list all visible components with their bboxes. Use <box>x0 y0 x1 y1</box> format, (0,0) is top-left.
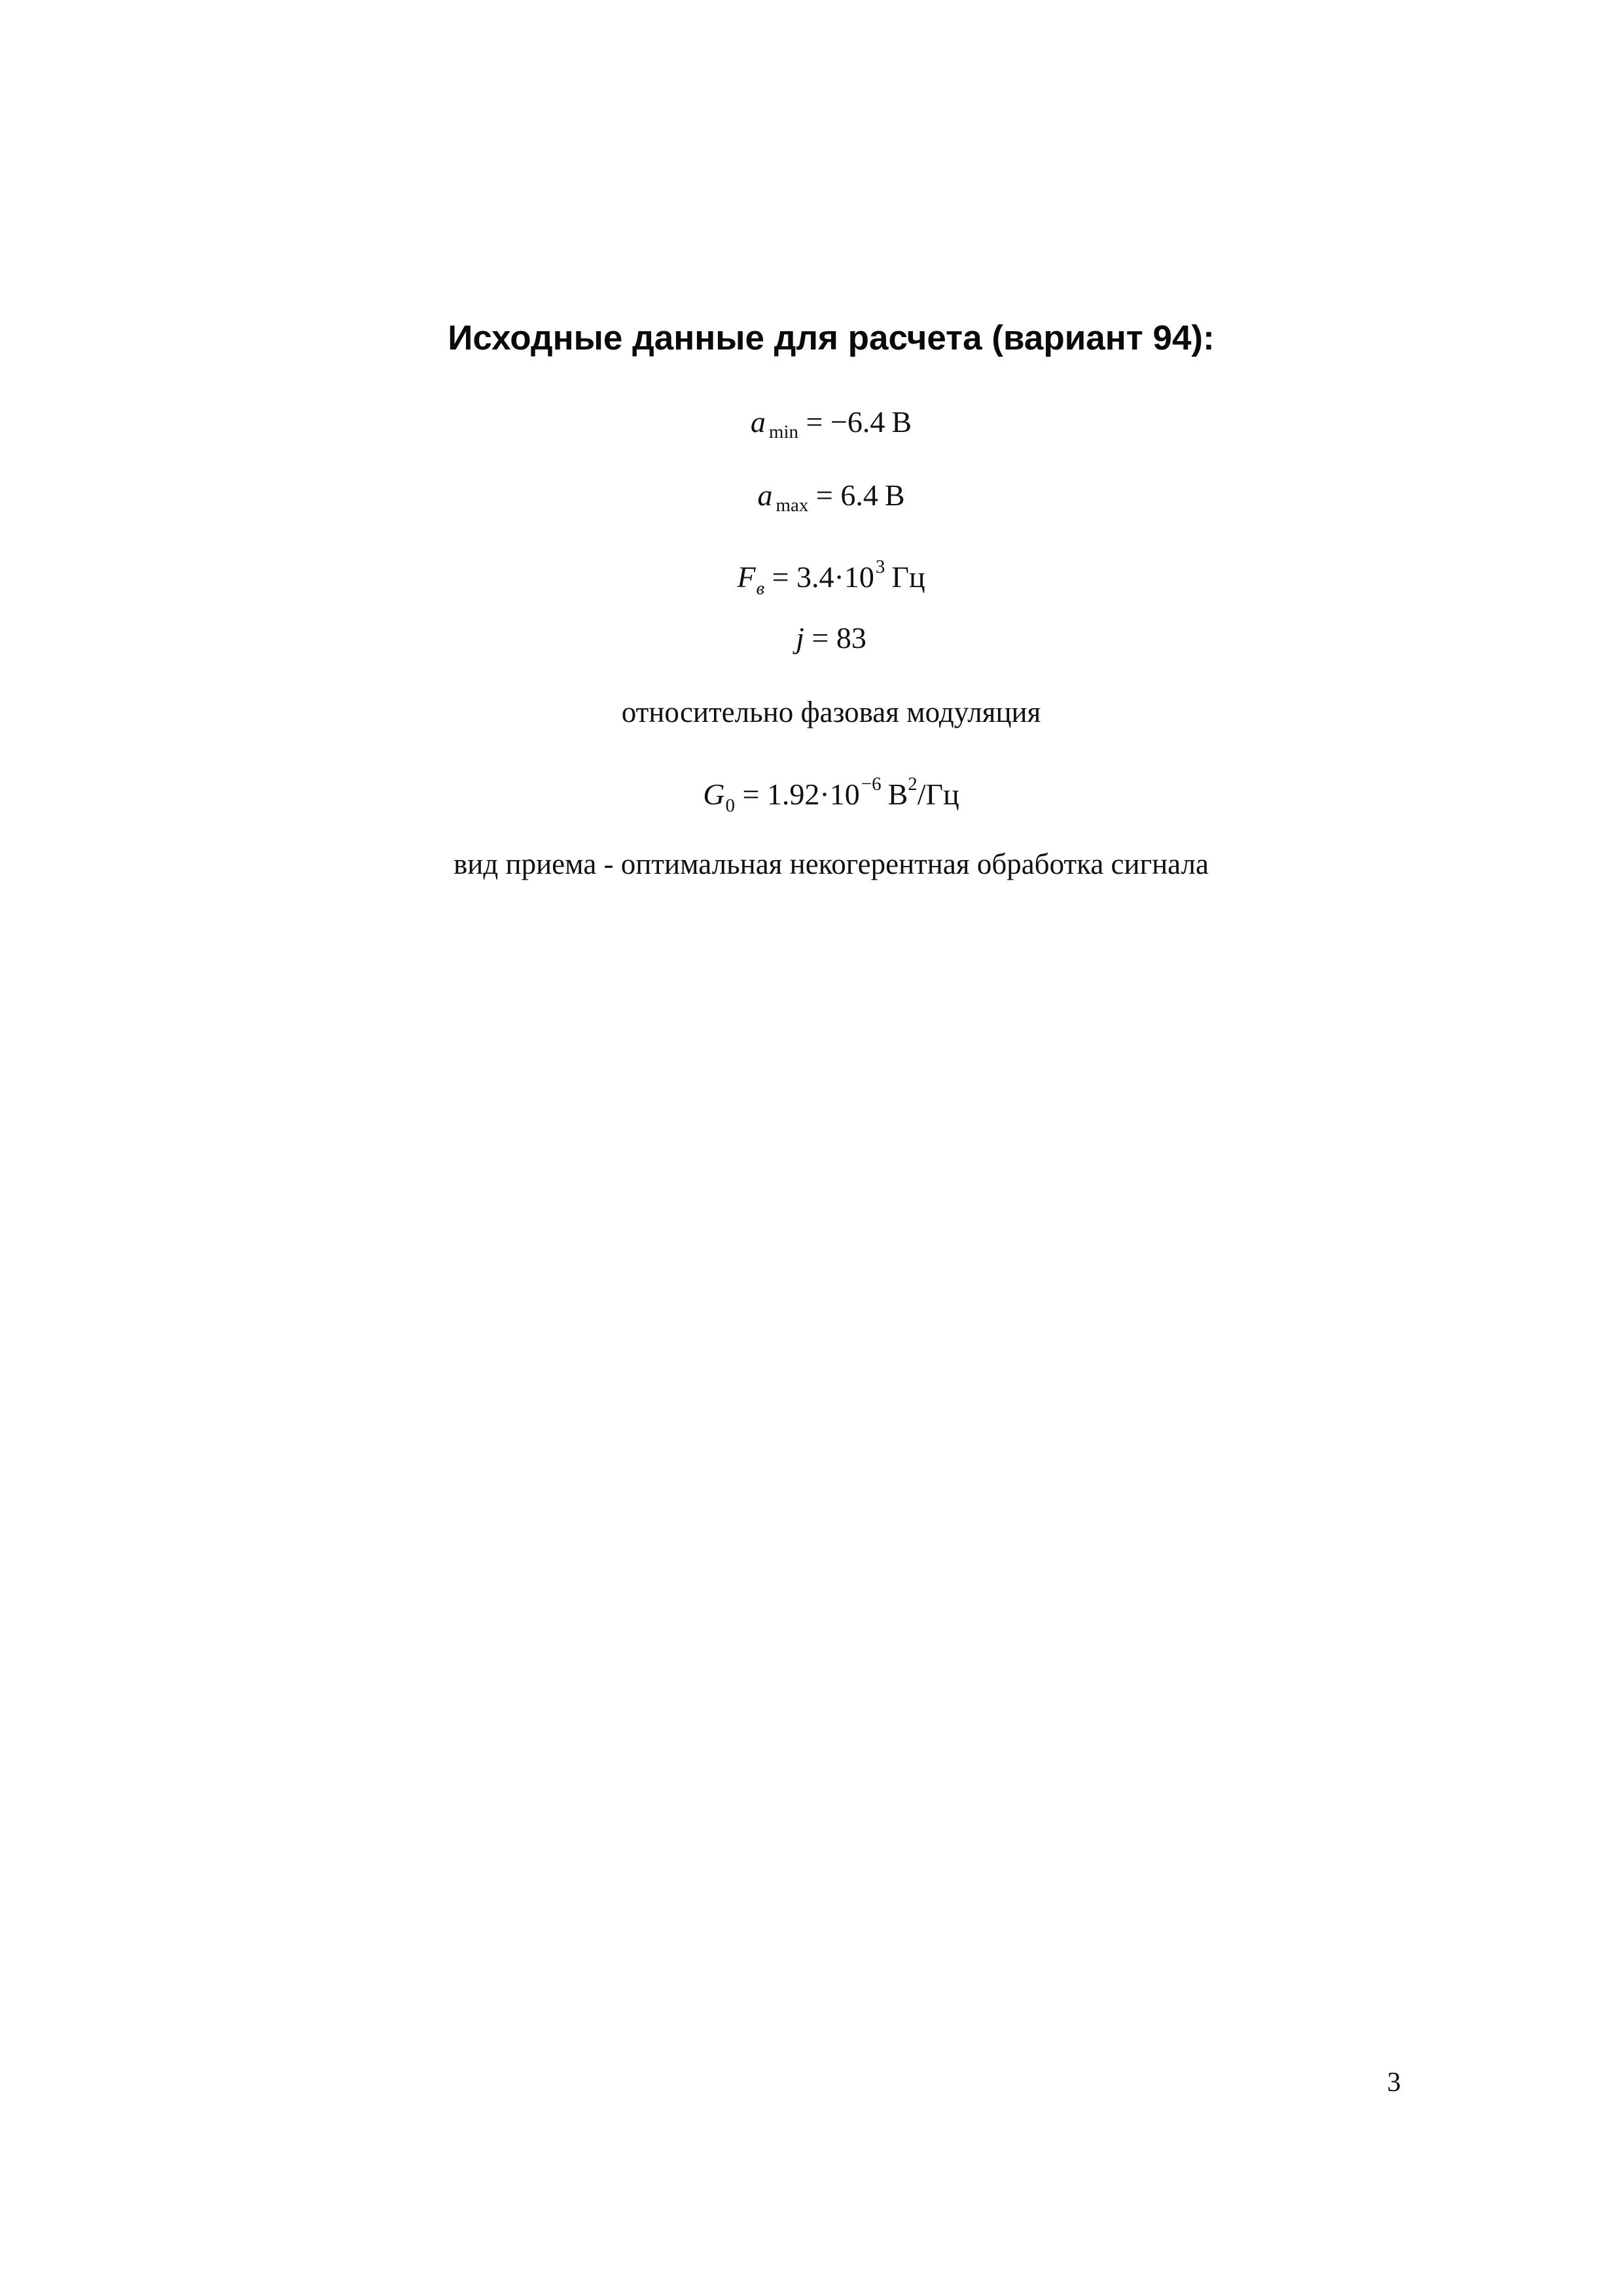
formula-g0-unit-exponent: 2 <box>908 774 918 795</box>
text-modulation: относительно фазовая модуляция <box>621 696 1041 728</box>
formula-j <box>223 621 1440 655</box>
formula-g0-unit-base: В <box>887 778 908 811</box>
formula-f-upper-variable: F <box>737 560 756 594</box>
formula-a-min-unit: В <box>891 405 912 439</box>
formula-g0-exponent: −6 <box>861 774 882 795</box>
formula-a-max-variable: a <box>757 478 773 512</box>
formula-f-upper-subscript: в <box>756 578 765 599</box>
page-number: 3 <box>1387 2068 1401 2098</box>
formula-a-max-unit: В <box>884 478 905 512</box>
formula-a-min-variable: a <box>750 405 766 439</box>
formula-a-max-rhs: = 6.4 <box>808 478 878 512</box>
formula-f-upper-unit: Гц <box>891 560 925 594</box>
formula-j-rhs: = 83 <box>804 621 866 655</box>
formula-f-upper-rhs: = 3.4·10 <box>764 560 874 594</box>
text-reception-type: вид приема - оптимальная некогерентная обработка сигнала <box>454 848 1209 880</box>
formula-a-min <box>223 405 1440 449</box>
formula-f-upper <box>223 550 1440 605</box>
page-title: Исходные данные для расчета (вариант 94): <box>448 319 1215 357</box>
formula-a-min-rhs: = −6.4 <box>798 405 885 439</box>
formula-g0-variable: G <box>703 778 725 811</box>
formula-g0-rhs: = 1.92·10 <box>734 778 860 811</box>
formula-a-max <box>223 478 1440 522</box>
formula-a-min-subscript: min <box>768 422 799 442</box>
formula-g0-unit-denominator: /Гц <box>917 778 959 811</box>
formula-g0-subscript: 0 <box>725 795 735 816</box>
formula-a-max-subscript: max <box>776 495 809 516</box>
formula-f-upper-exponent: 3 <box>875 556 885 577</box>
formula-g0 <box>223 767 1440 823</box>
formula-j-variable: j <box>796 621 804 655</box>
